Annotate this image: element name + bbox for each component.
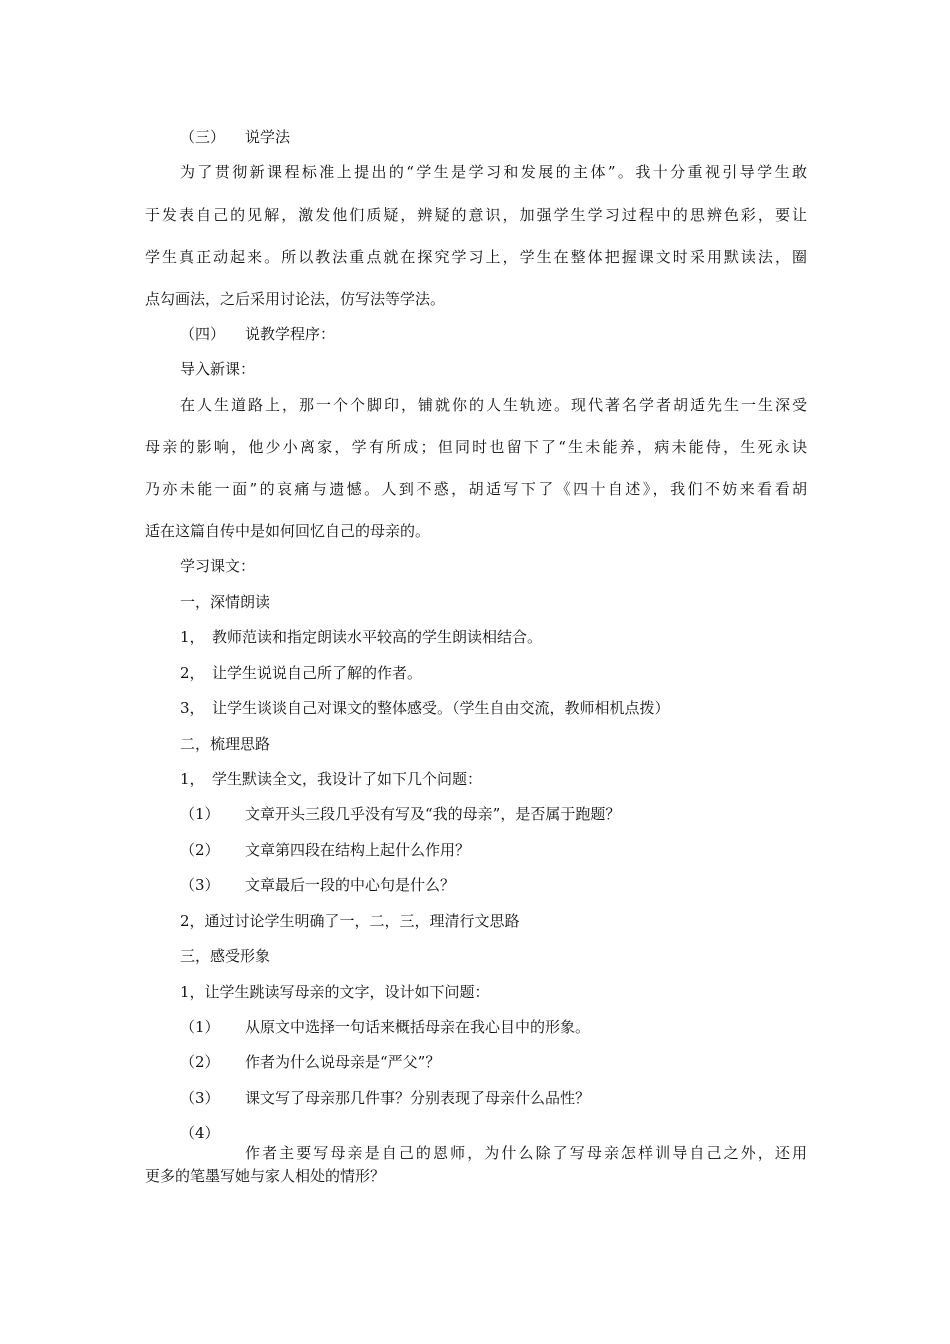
section-title: 说教学程序： — [245, 325, 336, 343]
question-item — [180, 1088, 591, 1108]
section-heading-3 — [180, 127, 291, 147]
item-number: 3， — [180, 699, 205, 717]
paragraph-line: 点勾画法，之后采用讨论法，仿写法等学法。 — [145, 290, 446, 308]
question-number: （4） — [180, 1124, 220, 1142]
paragraph-line: 于发表自己的见解，激发他们质疑，辨疑的意识，加强学生学习过程中的思辨色彩，要让 — [145, 206, 807, 224]
question-number: （3） — [180, 1089, 220, 1107]
intro-heading: 导入新课： — [180, 360, 256, 378]
question-text: 文章第四段在结构上起什么作用？ — [245, 841, 471, 859]
question-text: 文章最后一段的中心句是什么？ — [245, 876, 456, 894]
section-number: （四） — [180, 325, 226, 343]
list-item — [180, 769, 483, 789]
question-number: （1） — [180, 805, 220, 823]
question-number: （3） — [180, 876, 220, 894]
question-item — [180, 875, 456, 895]
item-text: 让学生谈谈自己对课文的整体感受。（学生自由交流，教师相机点拨） — [212, 699, 670, 717]
paragraph-line: 母亲的影响，他少小离家，学有所成；但同时也留下了“生未能养，病未能侍，生死永诀 — [145, 438, 807, 456]
question-item — [180, 1052, 441, 1072]
list-item — [180, 627, 543, 647]
question-text: 文章开头三段几乎没有写及“我的母亲”，是否属于跑题？ — [245, 805, 621, 823]
section-heading-4 — [180, 324, 336, 344]
paragraph-line: 适在这篇自传中是如何回忆自己的母亲的。 — [145, 522, 431, 540]
question-item — [180, 1017, 591, 1037]
question-number: （1） — [180, 1018, 220, 1036]
paragraph-line: 乃亦未能一面”的哀痛与遗憾。人到不惑，胡适写下了《四十自述》，我们不妨来看看胡 — [145, 480, 807, 498]
question-item — [180, 804, 621, 824]
item-number: 1， — [180, 770, 205, 788]
item-text: 学生默读全文，我设计了如下几个问题： — [212, 770, 483, 788]
question-text-continued: 更多的笔墨写她与家人相处的情形？ — [145, 1167, 386, 1185]
list-item — [180, 698, 670, 718]
list-item — [180, 663, 423, 683]
item-text: 让学生说说自己所了解的作者。 — [212, 664, 423, 682]
paragraph-line: 在人生道路上，那一个个脚印，铺就你的人生轨迹。现代著名学者胡适先生一生深受 — [180, 396, 807, 414]
paragraph-line: 学生真正动起来。所以教法重点就在探究学习上，学生在整体把握课文时采用默读法，圈 — [145, 248, 807, 266]
item-number: 1， — [180, 628, 205, 646]
question-text: 作者为什么说母亲是“严父”？ — [245, 1053, 441, 1071]
question-item — [180, 1123, 807, 1162]
list-item: 2，通过讨论学生明确了一，二，三，理清行文思路 — [180, 912, 520, 930]
item-text: 教师范读和指定朗读水平较高的学生朗读相结合。 — [212, 628, 543, 646]
paragraph-line: 为了贯彻新课程标准上提出的“学生是学习和发展的主体”。我十分重视引导学生敢 — [180, 163, 807, 181]
question-text: 作者主要写母亲是自己的恩师，为什么除了写母亲怎样训导自己之外，还用 — [245, 1144, 807, 1162]
item-number: 2， — [180, 664, 205, 682]
question-number: （2） — [180, 841, 220, 859]
section-number: （三） — [180, 128, 226, 146]
part-heading: 三，感受形象 — [180, 947, 271, 965]
question-number: （2） — [180, 1053, 220, 1071]
part-heading: 一，深情朗读 — [180, 593, 271, 611]
study-heading: 学习课文： — [180, 557, 256, 575]
section-title: 说学法 — [245, 128, 291, 146]
part-heading: 二，梳理思路 — [180, 735, 271, 753]
list-item: 1，让学生跳读写母亲的文字，设计如下问题： — [180, 983, 490, 1001]
question-item — [180, 840, 471, 860]
question-text: 课文写了母亲那几件事？分别表现了母亲什么品性？ — [245, 1089, 591, 1107]
question-text: 从原文中选择一句话来概括母亲在我心目中的形象。 — [245, 1018, 591, 1036]
